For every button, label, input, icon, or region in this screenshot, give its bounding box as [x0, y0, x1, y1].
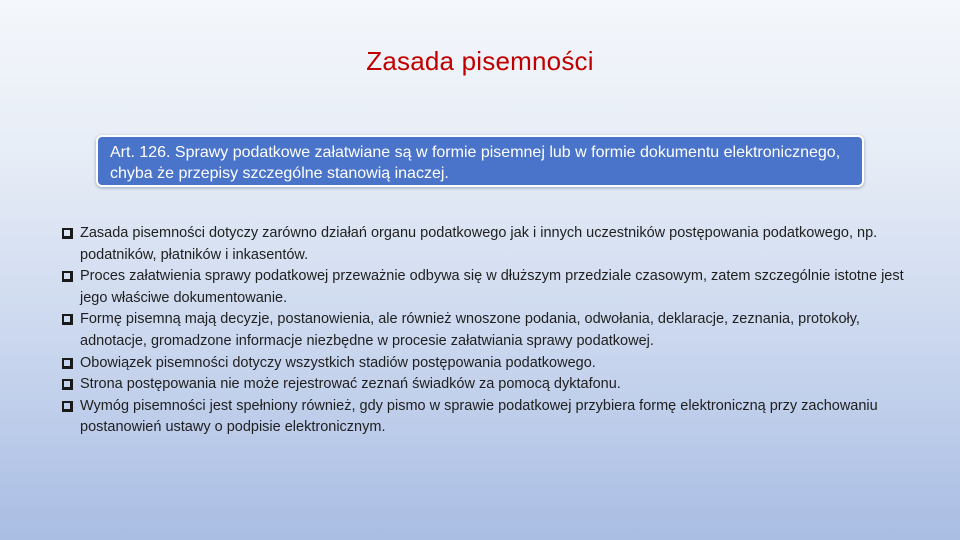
list-item [62, 374, 912, 396]
list-item-text: Proces załatwienia sprawy podatkowej przeważnie odbywa się w dłuższym przedziale czasowym, zatem szczególnie istotne jest jego właściwe dokumentowanie. [80, 268, 904, 306]
square-checkbox-icon [62, 379, 73, 390]
square-checkbox-icon [62, 314, 73, 325]
bullet-list [62, 223, 912, 439]
list-item-text: Strona postępowania nie może rejestrować zeznań świadków za pomocą dyktafonu. [80, 376, 621, 393]
list-item-text: Obowiązek pisemności dotyczy wszystkich stadiów postępowania podatkowego. [80, 354, 596, 371]
square-checkbox-icon [62, 401, 73, 412]
list-item-text: Wymóg pisemności jest spełniony również, gdy pismo w sprawie podatkowej przybiera formę elektroniczną przy zachowaniu postanowień ustawy o podpisie elektronicznym. [80, 397, 878, 436]
square-checkbox-icon [62, 228, 73, 239]
list-item [62, 353, 912, 375]
article-quote-box: Art. 126. Sprawy podatkowe załatwiane są w formie pisemnej lub w formie dokumentu elektronicznego, chyba że przepisy szczególne stanowią inaczej. [96, 135, 864, 187]
list-item-text: Formę pisemną mają decyzje, postanowienia, ale również wnoszone podania, odwołania, deklaracje, zeznania, protokoły, adnotacje, gromadzone informacje niezbędne w procesie załatwiania sprawy podatkowej. [80, 311, 860, 349]
list-item [62, 266, 912, 309]
list-item-text: Zasada pisemności dotyczy zarówno działań organu podatkowego jak i innych uczestników postępowania podatkowego, np. podatników, płatników i inkasentów. [80, 225, 878, 263]
list-item [62, 396, 912, 439]
square-checkbox-icon [62, 358, 73, 369]
square-checkbox-icon [62, 271, 73, 282]
list-item [62, 309, 912, 352]
list-item [62, 223, 912, 266]
slide-title: Zasada pisemności [366, 46, 594, 76]
